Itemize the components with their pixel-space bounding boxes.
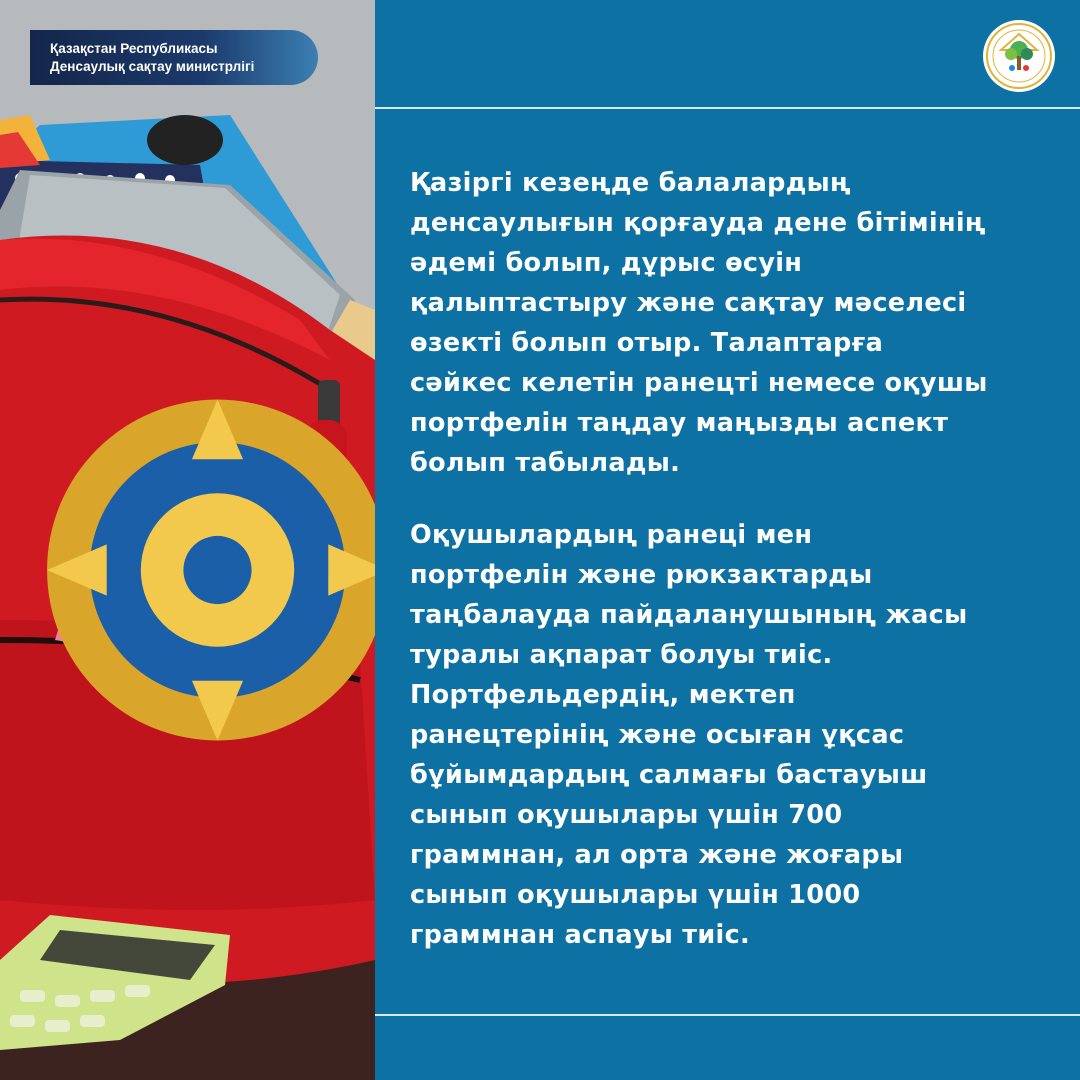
paragraph-line: әдемі болып, дұрыс өсуін [410,248,803,278]
paragraph-line: граммнан аспауы тиіс. [410,920,750,950]
ministry-badge [30,30,318,85]
backpack-photo [0,0,375,1080]
paragraph-line: сәйкес келетін ранецті немесе оқушы [410,368,988,398]
paragraph-line: өзекті болып отыр. Талаптарға [410,328,884,358]
paragraph-line: туралы ақпарат болуы тиіс. [410,640,833,670]
paragraph-line: портфелін таңдау маңызды аспект [410,408,949,438]
paragraph-line: Оқушылардың ранеці мен [410,520,813,550]
paragraph-line: Қазіргі кезеңде балалардың [410,168,851,198]
ministry-line2: Денсаулық сақтау министрлігі [50,58,255,74]
paragraph-line: портфелін және рюкзактарды [410,560,873,590]
paragraph-2 [410,515,1060,955]
paragraph-line: сынып оқушылары үшін 700 [410,800,843,830]
partner-logo [983,20,1055,92]
paragraph-line: денсаулығын қорғауда дене бітімінің [410,208,986,238]
ministry-line1: Қазақстан Республикасы [50,40,218,56]
info-panel [375,0,1080,1080]
top-divider [375,107,1080,109]
paragraph-1 [410,163,1060,483]
paragraph-line: сынып оқушылары үшін 1000 [410,880,861,910]
paragraph-line: Портфельдердің, мектеп [410,680,796,710]
paragraph-line: бұйымдардың салмағы бастауыш [410,760,928,790]
paragraph-line: қалыптастыру және сақтау мәселесі [410,288,967,318]
paragraph-line: болып табылады. [410,448,681,478]
kazakhstan-emblem-icon [30,30,375,1080]
paragraph-line: таңбалауда пайдаланушының жасы [410,600,968,630]
tree-logo-icon [983,20,1055,92]
paragraph-line: ранецтерінің және осыған ұқсас [410,720,905,750]
paragraph-line: граммнан, ал орта және жоғары [410,840,904,870]
bottom-divider [375,1014,1080,1016]
